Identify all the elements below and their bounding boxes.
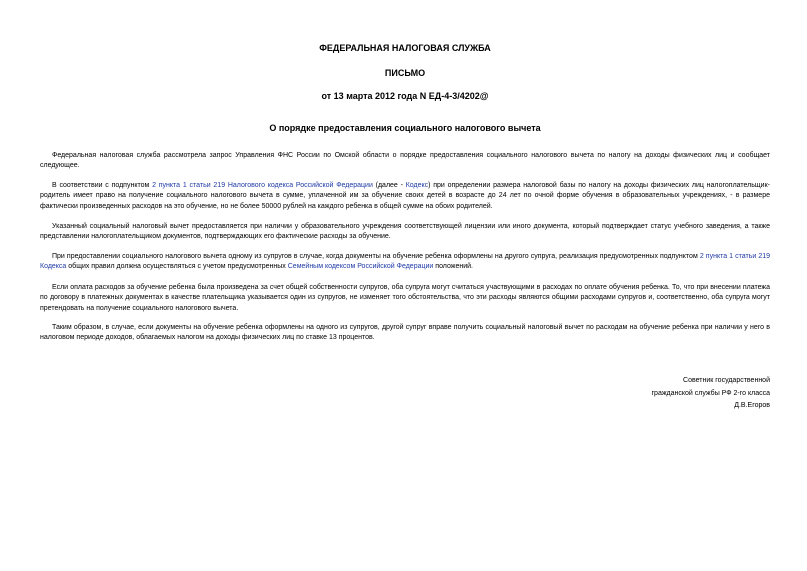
document-page: [40, 0, 770, 571]
signature-title-line-1: Советник государственной: [683, 377, 770, 384]
link-article-219-code[interactable]: 2 пункта 1 статьи 219 Кодекса: [40, 253, 770, 271]
paragraph-4-text-1: При предоставлении социального налогового вычета одному из супругов в случае, когда документы на обучение ребенка оформлены на другого супруга, реализация предусмотренных подпунктом: [52, 253, 700, 260]
paragraph-4-text-2: общих правил должна осуществляться с учетом предусмотренных: [66, 263, 288, 271]
agency-heading: ФЕДЕРАЛЬНАЯ НАЛОГОВАЯ СЛУЖБА: [319, 43, 491, 53]
signature-title-line-2: гражданской службы РФ 2-го класса: [651, 390, 770, 397]
document-type-heading: ПИСЬМО: [384, 68, 426, 78]
document-subject: О порядке предоставления социального налогового вычета: [269, 123, 541, 133]
paragraph-2: [40, 181, 770, 212]
paragraph-1: Федеральная налоговая служба рассмотрела запрос Управления ФНС России по Омской области о порядке предоставления социального налогового вычета по налогу на доходы физических лиц и сообщает следующее.: [40, 152, 770, 170]
paragraph-6: Таким образом, в случае, если документы на обучение ребенка оформлены на одного из супругов, другой супруг вправе получить социальный налоговый вычет по расходам на обучение ребенка при наличии у него в налоговом периоде доходов, облагаемых налогом на доходы физических лиц по ставке 13 процентов.: [40, 324, 770, 342]
link-code[interactable]: Кодекс: [405, 182, 429, 189]
paragraph-3: Указанный социальный налоговый вычет предоставляется при наличии у образовательного учреждения соответствующей лицензии или иного документа, который подтверждает статус учебного заведения, а также представлении налогоплательщиком документов, подтверждающих его фактические расходы за обучение.: [40, 223, 770, 241]
paragraph-5: Если оплата расходов за обучение ребенка была произведена за счет общей собственности супругов, оба супруга могут считаться участвующими в расходах по оплате обучения ребенка. То, что при внесении платежа по договору в платежных документах в качестве плательщика указывается один из супругов, не изменяет того обстоятельства, что эти расходы являются общими расходами супругов и, соответственно, оба супруга могут претендовать на получение социального налогового вычета.: [40, 284, 770, 312]
paragraph-2-text-1: В соответствии с подпунктом: [52, 182, 153, 189]
paragraph-4-text-3: положений.: [433, 263, 473, 271]
link-family-code[interactable]: Семейным кодексом Российской Федерации: [287, 263, 434, 271]
document-date-number: от 13 марта 2012 года N ЕД-4-3/4202@: [321, 91, 489, 101]
paragraph-4: [40, 252, 770, 273]
link-article-219-tax-code[interactable]: 2 пункта 1 статьи 219 Налогового кодекса Российской Федерации: [152, 182, 373, 189]
paragraph-2-text-3: ) при определении размера налоговой базы по налогу на доходы физических лиц налогоплательщик-родитель имеет право на получение социального налогового вычета в сумме, уплаченной им за обучение своих детей в возрасте до 24 лет по очной форме обучения в образовательных учреждениях, - в размере фактически произведенных расходов на это обучение, но не более 50000 рублей на каждого ребенка в общей сумме на обоих родителей.: [40, 182, 770, 210]
paragraph-2-text-2: (далее -: [372, 182, 406, 189]
signature-name: Д.В.Егоров: [734, 402, 770, 409]
